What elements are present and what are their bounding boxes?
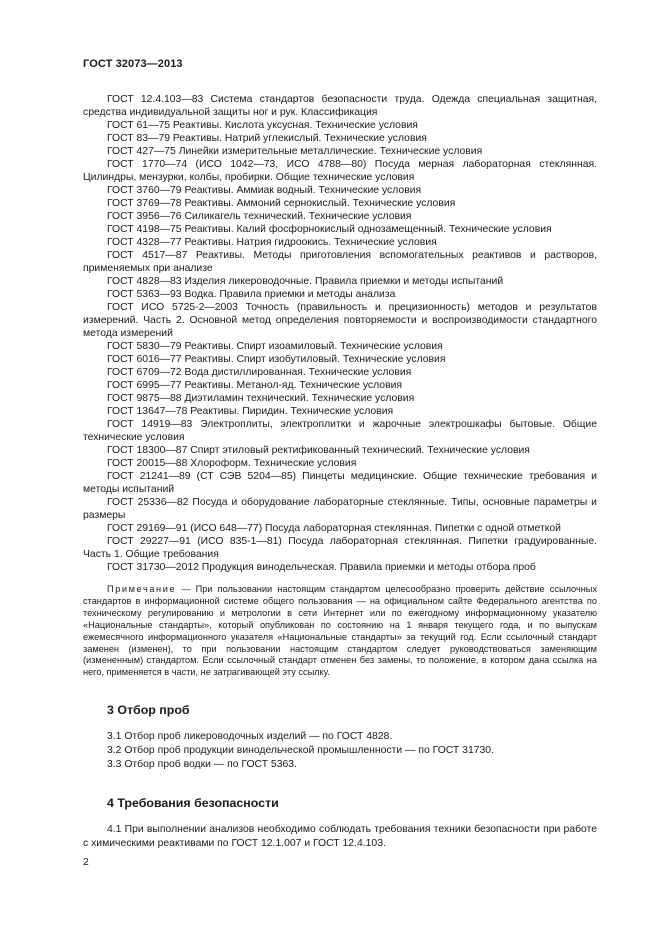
reference-item: ГОСТ 427—75 Линейки измерительные металлические. Технические условия	[107, 146, 483, 157]
page-number: 2	[83, 857, 89, 868]
reference-item: ГОСТ 6016—77 Реактивы. Спирт изобутиловый. Технические условия	[107, 354, 446, 365]
reference-item: ГОСТ 4828—83 Изделия ликероводочные. Правила приемки и методы испытаний	[107, 276, 504, 287]
reference-item: ГОСТ 13647—78 Реактивы. Пиридин. Технические условия	[107, 406, 394, 417]
normative-references-list	[83, 93, 597, 574]
clause-item: 4.1 При выполнении анализов необходимо соблюдать требования техники безопасности при работе с химическими реактивами по ГОСТ 12.1.007 и ГОСТ 12.4.103.	[83, 824, 597, 850]
reference-item: ГОСТ 1770—74 (ИСО 1042—73, ИСО 4788—80) Посуда мерная лабораторная стеклянная. Цилиндры, мензурки, колбы, пробирки. Общие технические условия	[83, 159, 597, 183]
reference-item: ГОСТ 3760—79 Реактивы. Аммиак водный. Технические условия	[107, 185, 422, 196]
reference-item: ГОСТ 29169—91 (ИСО 648—77) Посуда лабораторная стеклянная. Пипетки с одной отметкой	[107, 523, 561, 534]
note-label: Примечание	[107, 584, 177, 594]
reference-item: ГОСТ 3956—76 Силикагель технический. Технические условия	[107, 211, 412, 222]
reference-item: ГОСТ 25336—82 Посуда и оборудование лабораторные стеклянные. Типы, основные параметры и размеры	[83, 497, 597, 521]
reference-item: ГОСТ 5830—79 Реактивы. Спирт изоамиловый. Технические условия	[107, 341, 443, 352]
reference-item: ГОСТ 4328—77 Реактивы. Натрия гидроокись. Технические условия	[107, 237, 437, 248]
reference-item: ГОСТ 6995—77 Реактивы. Метанол-яд. Технические условия	[107, 380, 403, 391]
reference-item: ГОСТ 21241—89 (СТ СЭВ 5204—85) Пинцеты медицинские. Общие технические требования и методы испытаний	[83, 471, 597, 495]
reference-item: ГОСТ ИСО 5725-2—2003 Точность (правильность и прецизионность) методов и результатов измерений. Часть 2. Основной метод определения повторяемости и воспроизводимости стандартного метода измерений	[83, 302, 597, 339]
reference-item: ГОСТ 14919—83 Электроплиты, электроплитки и жарочные электрошкафы бытовые. Общие технические условия	[83, 419, 597, 443]
reference-item: ГОСТ 83—79 Реактивы. Натрий углекислый. Технические условия	[107, 133, 427, 144]
section-title: 4 Требования безопасности	[107, 796, 279, 811]
clause-item: 3.3 Отбор проб водки — по ГОСТ 5363.	[107, 759, 297, 771]
clause-item: 3.1 Отбор проб ликероводочных изделий — по ГОСТ 4828.	[107, 731, 393, 743]
references-note	[83, 584, 597, 679]
reference-item: ГОСТ 4198—75 Реактивы. Калий фосфорнокислый однозамещенный. Технические условия	[107, 224, 552, 235]
reference-item: ГОСТ 31730—2012 Продукция винодельческая. Правила приемки и методы отбора проб	[107, 562, 536, 573]
reference-item: ГОСТ 18300—87 Спирт этиловый ректификованный технический. Технические условия	[107, 445, 530, 456]
section-sampling	[83, 703, 597, 772]
reference-item: ГОСТ 6709—72 Вода дистиллированная. Технические условия	[107, 367, 412, 378]
reference-item: ГОСТ 9875—88 Диэтиламин технический. Технические условия	[107, 393, 415, 404]
document-header: ГОСТ 32073—2013	[83, 58, 183, 70]
reference-item: ГОСТ 3769—78 Реактивы. Аммоний сернокислый. Технические условия	[107, 198, 456, 209]
section-title: 3 Отбор проб	[107, 703, 190, 718]
reference-item: ГОСТ 4517—87 Реактивы. Методы приготовления вспомогательных реактивов и растворов, применяемых при анализе	[83, 250, 597, 274]
reference-item: ГОСТ 61—75 Реактивы. Кислота уксусная. Технические условия	[107, 120, 418, 131]
reference-item: ГОСТ 5363—93 Водка. Правила приемки и методы анализа	[107, 289, 396, 300]
document-body	[83, 93, 597, 851]
note-text: — При пользовании настоящим стандартом целесообразно проверить действие ссылочных стандартов в информационной системе общего пользования — на официальном сайте Федерального агентства по техническому регулированию и метрологии в сети Интернет или по ежегодному информационному указателю «Национальные стандарты», который опубликован по состоянию на 1 января текущего года, и по выпускам ежемесячного информационного указателя «Национальные стандарты» за текущий год. Если ссылочный стандарт заменен (изменен), то при пользовании настоящим стандартом следует руководствоваться заменяющим (измененным) стандартом. Если ссылочный стандарт отменен без замены, то положение, в котором дана ссылка на него, применяется в части, не затрагивающей эту ссылку.	[83, 584, 597, 678]
clause-item: 3.2 Отбор проб продукции винодельческой промышленности — по ГОСТ 31730.	[107, 745, 494, 757]
reference-item: ГОСТ 20015—88 Хлороформ. Технические условия	[107, 458, 357, 469]
section-safety	[83, 796, 597, 851]
reference-item: ГОСТ 29227—91 (ИСО 835-1—81) Посуда лабораторная стеклянная. Пипетки градуированные. Часть 1. Общие требования	[83, 536, 597, 560]
reference-item: ГОСТ 12.4.103—83 Система стандартов безопасности труда. Одежда специальная защитная, средства индивидуальной защиты ног и рук. Классификация	[83, 94, 597, 118]
